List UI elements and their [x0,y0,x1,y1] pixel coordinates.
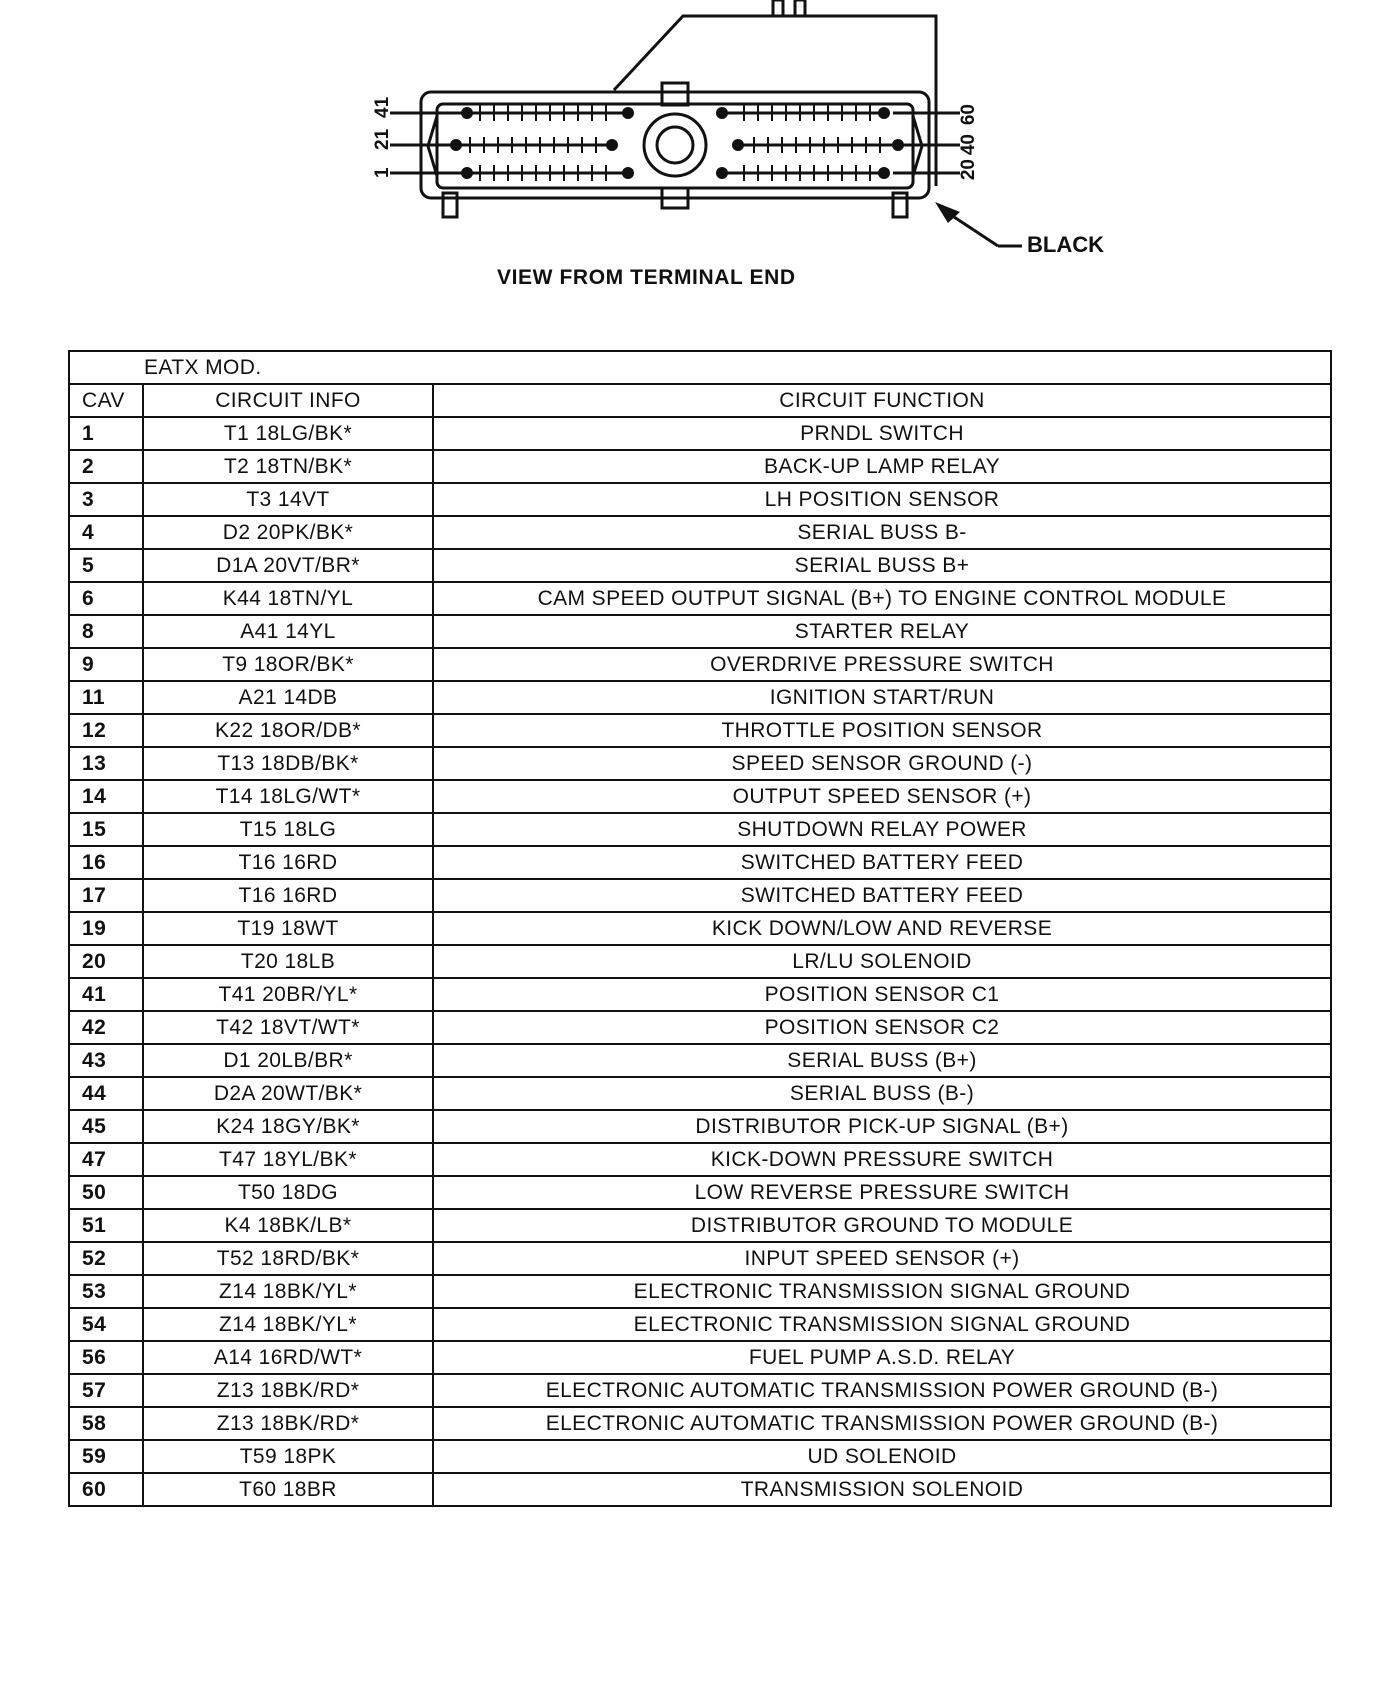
table-row [69,1143,1331,1176]
table-row [69,780,1331,813]
pinout-table-body [69,351,1331,1506]
table-header-row [69,384,1331,417]
circuit-info-cell: Z13 18BK/RD* [143,1407,433,1440]
cav-cell: 41 [69,978,143,1011]
table-row [69,1341,1331,1374]
circuit-info-cell: T59 18PK [143,1440,433,1473]
circuit-function-cell: KICK-DOWN PRESSURE SWITCH [433,1143,1331,1176]
cav-cell: 8 [69,615,143,648]
header-circuit-info: CIRCUIT INFO [143,384,433,417]
table-row [69,483,1331,516]
connector-key-outer [644,114,706,176]
circuit-function-cell: ELECTRONIC AUTOMATIC TRANSMISSION POWER GROUND (B-) [433,1374,1331,1407]
circuit-info-cell: T60 18BR [143,1473,433,1506]
circuit-info-cell: T42 18VT/WT* [143,1011,433,1044]
table-title-row [69,351,1331,384]
cav-cell: 53 [69,1275,143,1308]
circuit-info-cell: T41 20BR/YL* [143,978,433,1011]
table-row [69,549,1331,582]
table-row [69,879,1331,912]
cav-cell: 43 [69,1044,143,1077]
circuit-info-cell: T14 18LG/WT* [143,780,433,813]
cav-cell: 42 [69,1011,143,1044]
cav-cell: 52 [69,1242,143,1275]
pin-label-40: 40 [958,134,979,156]
cav-cell: 2 [69,450,143,483]
table-row [69,1044,1331,1077]
black-callout-line [948,213,998,246]
circuit-info-cell: A41 14YL [143,615,433,648]
circuit-function-cell: DISTRIBUTOR GROUND TO MODULE [433,1209,1331,1242]
circuit-info-cell: T20 18LB [143,945,433,978]
cav-cell: 6 [69,582,143,615]
table-row [69,813,1331,846]
cav-cell: 3 [69,483,143,516]
cav-cell: 45 [69,1110,143,1143]
circuit-function-cell: LH POSITION SENSOR [433,483,1331,516]
circuit-info-cell: K4 18BK/LB* [143,1209,433,1242]
pin-label-60: 60 [958,104,979,126]
circuit-info-cell: D1A 20VT/BR* [143,549,433,582]
harness-tab-left [773,0,783,16]
table-row [69,1440,1331,1473]
table-row [69,516,1331,549]
cav-cell: 17 [69,879,143,912]
circuit-function-cell: STARTER RELAY [433,615,1331,648]
circuit-function-cell: SPEED SENSOR GROUND (-) [433,747,1331,780]
cav-cell: 5 [69,549,143,582]
table-row [69,1374,1331,1407]
color-callout-label: BLACK [1027,232,1104,257]
table-row [69,1473,1331,1506]
table-row [69,681,1331,714]
cav-cell: 44 [69,1077,143,1110]
circuit-info-cell: T15 18LG [143,813,433,846]
circuit-info-cell: T13 18DB/BK* [143,747,433,780]
circuit-info-cell: D2A 20WT/BK* [143,1077,433,1110]
header-cav: CAV [69,384,143,417]
table-row [69,978,1331,1011]
circuit-function-cell: OVERDRIVE PRESSURE SWITCH [433,648,1331,681]
table-row [69,1242,1331,1275]
circuit-function-cell: POSITION SENSOR C2 [433,1011,1331,1044]
circuit-info-cell: D2 20PK/BK* [143,516,433,549]
table-row [69,945,1331,978]
cav-cell: 47 [69,1143,143,1176]
circuit-info-cell: Z14 18BK/YL* [143,1308,433,1341]
cav-cell: 59 [69,1440,143,1473]
connector-latch-top [662,83,688,105]
cav-cell: 11 [69,681,143,714]
cav-cell: 12 [69,714,143,747]
connector-diagram [0,0,1376,300]
circuit-function-cell: UD SOLENOID [433,1440,1331,1473]
pin-label-41: 41 [372,96,393,118]
cav-cell: 56 [69,1341,143,1374]
circuit-function-cell: ELECTRONIC TRANSMISSION SIGNAL GROUND [433,1275,1331,1308]
circuit-function-cell: FUEL PUMP A.S.D. RELAY [433,1341,1331,1374]
cav-cell: 16 [69,846,143,879]
circuit-function-cell: OUTPUT SPEED SENSOR (+) [433,780,1331,813]
cav-cell: 4 [69,516,143,549]
circuit-info-cell: T50 18DG [143,1176,433,1209]
circuit-info-cell: K44 18TN/YL [143,582,433,615]
circuit-info-cell: T47 18YL/BK* [143,1143,433,1176]
circuit-info-cell: A21 14DB [143,681,433,714]
circuit-function-cell: KICK DOWN/LOW AND REVERSE [433,912,1331,945]
circuit-info-cell: T52 18RD/BK* [143,1242,433,1275]
circuit-function-cell: LOW REVERSE PRESSURE SWITCH [433,1176,1331,1209]
cav-cell: 60 [69,1473,143,1506]
table-row [69,1011,1331,1044]
circuit-function-cell: SWITCHED BATTERY FEED [433,879,1331,912]
cav-cell: 57 [69,1374,143,1407]
circuit-function-cell: CAM SPEED OUTPUT SIGNAL (B+) TO ENGINE CONTROL MODULE [433,582,1331,615]
circuit-function-cell: TRANSMISSION SOLENOID [433,1473,1331,1506]
table-row [69,450,1331,483]
circuit-info-cell: T3 14VT [143,483,433,516]
pin-label-21: 21 [372,128,393,150]
diagram-caption: VIEW FROM TERMINAL END [497,266,796,289]
circuit-info-cell: K24 18GY/BK* [143,1110,433,1143]
circuit-info-cell: A14 16RD/WT* [143,1341,433,1374]
table-row [69,648,1331,681]
circuit-function-cell: ELECTRONIC AUTOMATIC TRANSMISSION POWER GROUND (B-) [433,1407,1331,1440]
table-row [69,912,1331,945]
circuit-function-cell: THROTTLE POSITION SENSOR [433,714,1331,747]
circuit-function-cell: PRNDL SWITCH [433,417,1331,450]
cav-cell: 58 [69,1407,143,1440]
cav-cell: 50 [69,1176,143,1209]
circuit-function-cell: INPUT SPEED SENSOR (+) [433,1242,1331,1275]
circuit-info-cell: Z14 18BK/YL* [143,1275,433,1308]
circuit-info-cell: T2 18TN/BK* [143,450,433,483]
harness-tab-right [795,0,805,16]
cav-cell: 13 [69,747,143,780]
connector-key-inner [657,127,693,163]
table-row [69,747,1331,780]
table-title: EATX MOD. [69,351,1331,384]
table-row [69,846,1331,879]
circuit-function-cell: BACK-UP LAMP RELAY [433,450,1331,483]
circuit-info-cell: D1 20LB/BR* [143,1044,433,1077]
circuit-info-cell: T16 16RD [143,879,433,912]
circuit-function-cell: LR/LU SOLENOID [433,945,1331,978]
table-row [69,1110,1331,1143]
table-row [69,1308,1331,1341]
circuit-info-cell: T9 18OR/BK* [143,648,433,681]
circuit-info-cell: K22 18OR/DB* [143,714,433,747]
circuit-info-cell: T19 18WT [143,912,433,945]
circuit-function-cell: SERIAL BUSS (B-) [433,1077,1331,1110]
table-row [69,1209,1331,1242]
circuit-info-cell: T16 16RD [143,846,433,879]
circuit-function-cell: SERIAL BUSS B+ [433,549,1331,582]
circuit-info-cell: T1 18LG/BK* [143,417,433,450]
table-row [69,1176,1331,1209]
circuit-function-cell: SERIAL BUSS (B+) [433,1044,1331,1077]
circuit-function-cell: SWITCHED BATTERY FEED [433,846,1331,879]
circuit-function-cell: POSITION SENSOR C1 [433,978,1331,1011]
cav-cell: 51 [69,1209,143,1242]
table-row [69,1275,1331,1308]
header-circuit-function: CIRCUIT FUNCTION [433,384,1331,417]
table-row [69,1077,1331,1110]
circuit-function-cell: DISTRIBUTOR PICK-UP SIGNAL (B+) [433,1110,1331,1143]
cav-cell: 15 [69,813,143,846]
cav-cell: 9 [69,648,143,681]
circuit-function-cell: SERIAL BUSS B- [433,516,1331,549]
cav-cell: 1 [69,417,143,450]
cav-cell: 19 [69,912,143,945]
circuit-function-cell: IGNITION START/RUN [433,681,1331,714]
cav-cell: 14 [69,780,143,813]
terminal-rows [450,105,904,181]
circuit-function-cell: ELECTRONIC TRANSMISSION SIGNAL GROUND [433,1308,1331,1341]
circuit-info-cell: Z13 18BK/RD* [143,1374,433,1407]
pinout-table [68,350,1332,1507]
pin-label-20: 20 [958,159,979,181]
table-row [69,714,1331,747]
cav-cell: 20 [69,945,143,978]
table-row [69,1407,1331,1440]
table-row [69,417,1331,450]
circuit-function-cell: SHUTDOWN RELAY POWER [433,813,1331,846]
pin-label-1: 1 [372,167,393,178]
cav-cell: 54 [69,1308,143,1341]
table-row [69,582,1331,615]
table-row [69,615,1331,648]
